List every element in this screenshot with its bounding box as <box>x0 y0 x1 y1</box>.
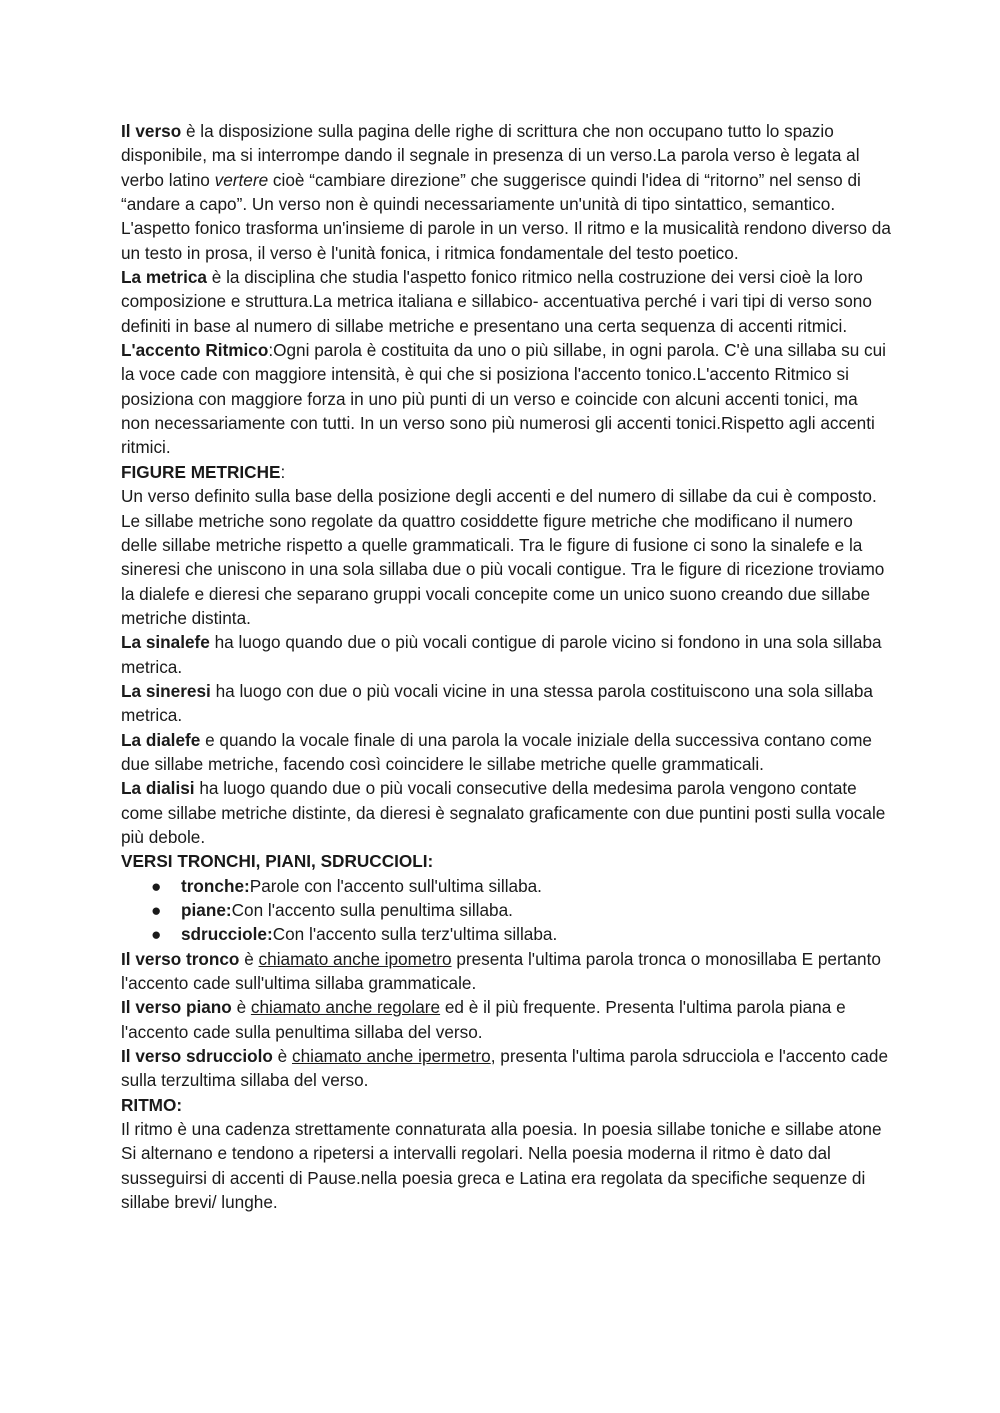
paragraph-sinalefe <box>121 630 891 679</box>
heading-versi <box>121 849 891 873</box>
text: :Ogni parola è costituita da uno o più sillabe, in ogni parola. C'è una sillaba su cui la voce cade con maggiore intensità, è qui che si posiziona l'accento tonico.L'accento Ritmico si posiziona con maggiore forza in uno più punti di un verso e coincide con alcuni accenti tonici, ma non necessariamente con tutti. In un verso sono più numerosi gli accenti tonici.Rispetto agli accenti ritmici. <box>121 340 887 458</box>
underlined-phrase: chiamato anche regolare <box>250 997 441 1018</box>
term-tronco: Il verso tronco <box>121 948 240 969</box>
paragraph-ritmo: Il ritmo è una cadenza strettamente connaturata alla poesia. In poesia sillabe toniche e sillabe atone Si alternano e tendono a ripetersi a intervalli regolari. Nella poesia moderna il ritmo è dato dal susseguirsi di accenti di Pause.nella poesia greca e Latina era regolata da specifiche sequenze di sillabe brevi/ lunghe. <box>121 1119 882 1213</box>
paragraph-dialefe <box>121 728 891 777</box>
term-sdrucciolo: Il verso sdrucciolo <box>121 1046 273 1067</box>
list-term: sdrucciole: <box>181 924 273 945</box>
term-sineresi: La sineresi <box>121 680 211 701</box>
bullet-list <box>121 874 891 947</box>
paragraph-dialisi <box>121 776 891 849</box>
text: è la disciplina che studia l'aspetto fonico ritmico nella costruzione dei versi cioè la loro composizione e struttura.La metrica italiana e sillabico- accentuativa perché i vari tipi di verso sono definiti in base al numero di sillabe metriche e presentano una certa sequenza di accenti ritmici. <box>121 267 872 336</box>
document-page <box>121 119 891 1214</box>
paragraph-figure: Un verso definito sulla base della posizione degli accenti e del numero di sillabe da cui è composto. Le sillabe metriche sono regolate da quattro cosiddette figure metriche che modificano il numero delle sillabe metriche rispetto a quelle grammaticali. Tra le figure di fusione ci sono la sinalefe e la sineresi che uniscono in una sola sillaba due o più vocali contigue. Tra le figure di ricezione troviamo la dialefe e dieresi che separano gruppi vocali concepite come un unico suono creando due sillabe metriche distinta. <box>121 486 885 628</box>
list-item <box>121 898 891 922</box>
underlined-phrase: chiamato anche ipermetro <box>292 1046 491 1067</box>
text: presenta l'ultima parola tronca o monosillaba E pertanto l'accento cade sull'ultima sillaba grammaticale. <box>121 948 881 994</box>
list-term: tronche: <box>181 875 250 896</box>
term-piano: Il verso piano <box>121 997 232 1018</box>
paragraph-tronco <box>121 947 891 996</box>
bullet-icon: ● <box>151 875 162 896</box>
bullet-icon: ● <box>151 924 162 945</box>
text: e quando la vocale finale di una parola la vocale iniziale della successiva contano come due sillabe metriche, facendo così coincidere le sillabe metriche quelle grammaticali. <box>121 729 872 774</box>
heading-text: RITMO: <box>121 1094 183 1115</box>
heading-text: FIGURE METRICHE <box>121 461 281 482</box>
heading-figure-metriche <box>121 460 891 484</box>
bullet-icon: ● <box>151 900 162 920</box>
text: è <box>231 997 251 1018</box>
paragraph-accento <box>121 338 891 460</box>
text: è la disposizione sulla pagina delle righe di scrittura che non occupano tutto lo spazio disponibile, ma si interrompe dando il segnale in presenza di un verso.La parola verso è legata al verbo latino <box>121 121 860 190</box>
list-text: Con l'accento sulla terz'ultima sillaba. <box>272 924 558 945</box>
term-dialisi: La dialisi <box>121 778 195 799</box>
term-accento: L'accento Ritmico <box>121 340 269 361</box>
latin-word: vertere <box>214 169 269 190</box>
list-item <box>121 922 891 946</box>
text: ed è il più frequente. Presenta l'ultima parola piana e l'accento cade sulla penultima sillaba del verso. <box>121 997 846 1042</box>
text: ha luogo con due o più vocali vicine in una stessa parola costituiscono una sola sillaba metrica. <box>121 680 873 726</box>
heading-text: VERSI TRONCHI, PIANI, SDRUCCIOLI: <box>121 851 434 872</box>
term-verso: Il verso <box>121 121 182 141</box>
paragraph-verso <box>121 119 891 265</box>
list-text: Con l'accento sulla penultima sillaba. <box>231 900 513 920</box>
text: , presenta l'ultima parola sdrucciola e l'accento cade sulla terzultima sillaba del verso. <box>121 1046 889 1091</box>
paragraph-sineresi <box>121 679 891 728</box>
term-dialefe: La dialefe <box>121 729 201 750</box>
text: ha luogo quando due o più vocali contigue di parole vicino si fondono in una sola sillaba metrica. <box>121 632 882 677</box>
heading-ritmo <box>121 1093 891 1117</box>
list-item <box>121 874 891 898</box>
text: cioè “cambiare direzione” che suggerisce quindi l'idea di “ritorno” nel senso di “andare a capo”. Un verso non è quindi necessariamente un'unità di tipo sintattico, semantico. L'aspetto fonico trasforma un'insieme di parole in un verso. Il ritmo e la musicalità rendono diverso da un testo in prosa, il verso è l'unità fonica, i ritmica fondamentale del testo poetico. <box>121 169 891 263</box>
term-metrica: La metrica <box>121 267 207 288</box>
paragraph-piano <box>121 995 891 1044</box>
text: è <box>272 1046 292 1067</box>
heading-colon: : <box>280 461 286 482</box>
paragraph-metrica <box>121 265 891 338</box>
underlined-phrase: chiamato anche ipometro <box>258 948 452 969</box>
text: è <box>239 948 259 969</box>
text: ha luogo quando due o più vocali consecutive della medesima parola vengono contate come sillabe metriche distinte, da dieresi è segnalato graficamente con due puntini posti sulla vocale più debole. <box>121 778 886 847</box>
list-term: piane: <box>181 900 232 920</box>
paragraph-sdrucciolo <box>121 1044 891 1093</box>
list-text: Parole con l'accento sull'ultima sillaba. <box>249 875 542 896</box>
term-sinalefe: La sinalefe <box>121 632 210 653</box>
